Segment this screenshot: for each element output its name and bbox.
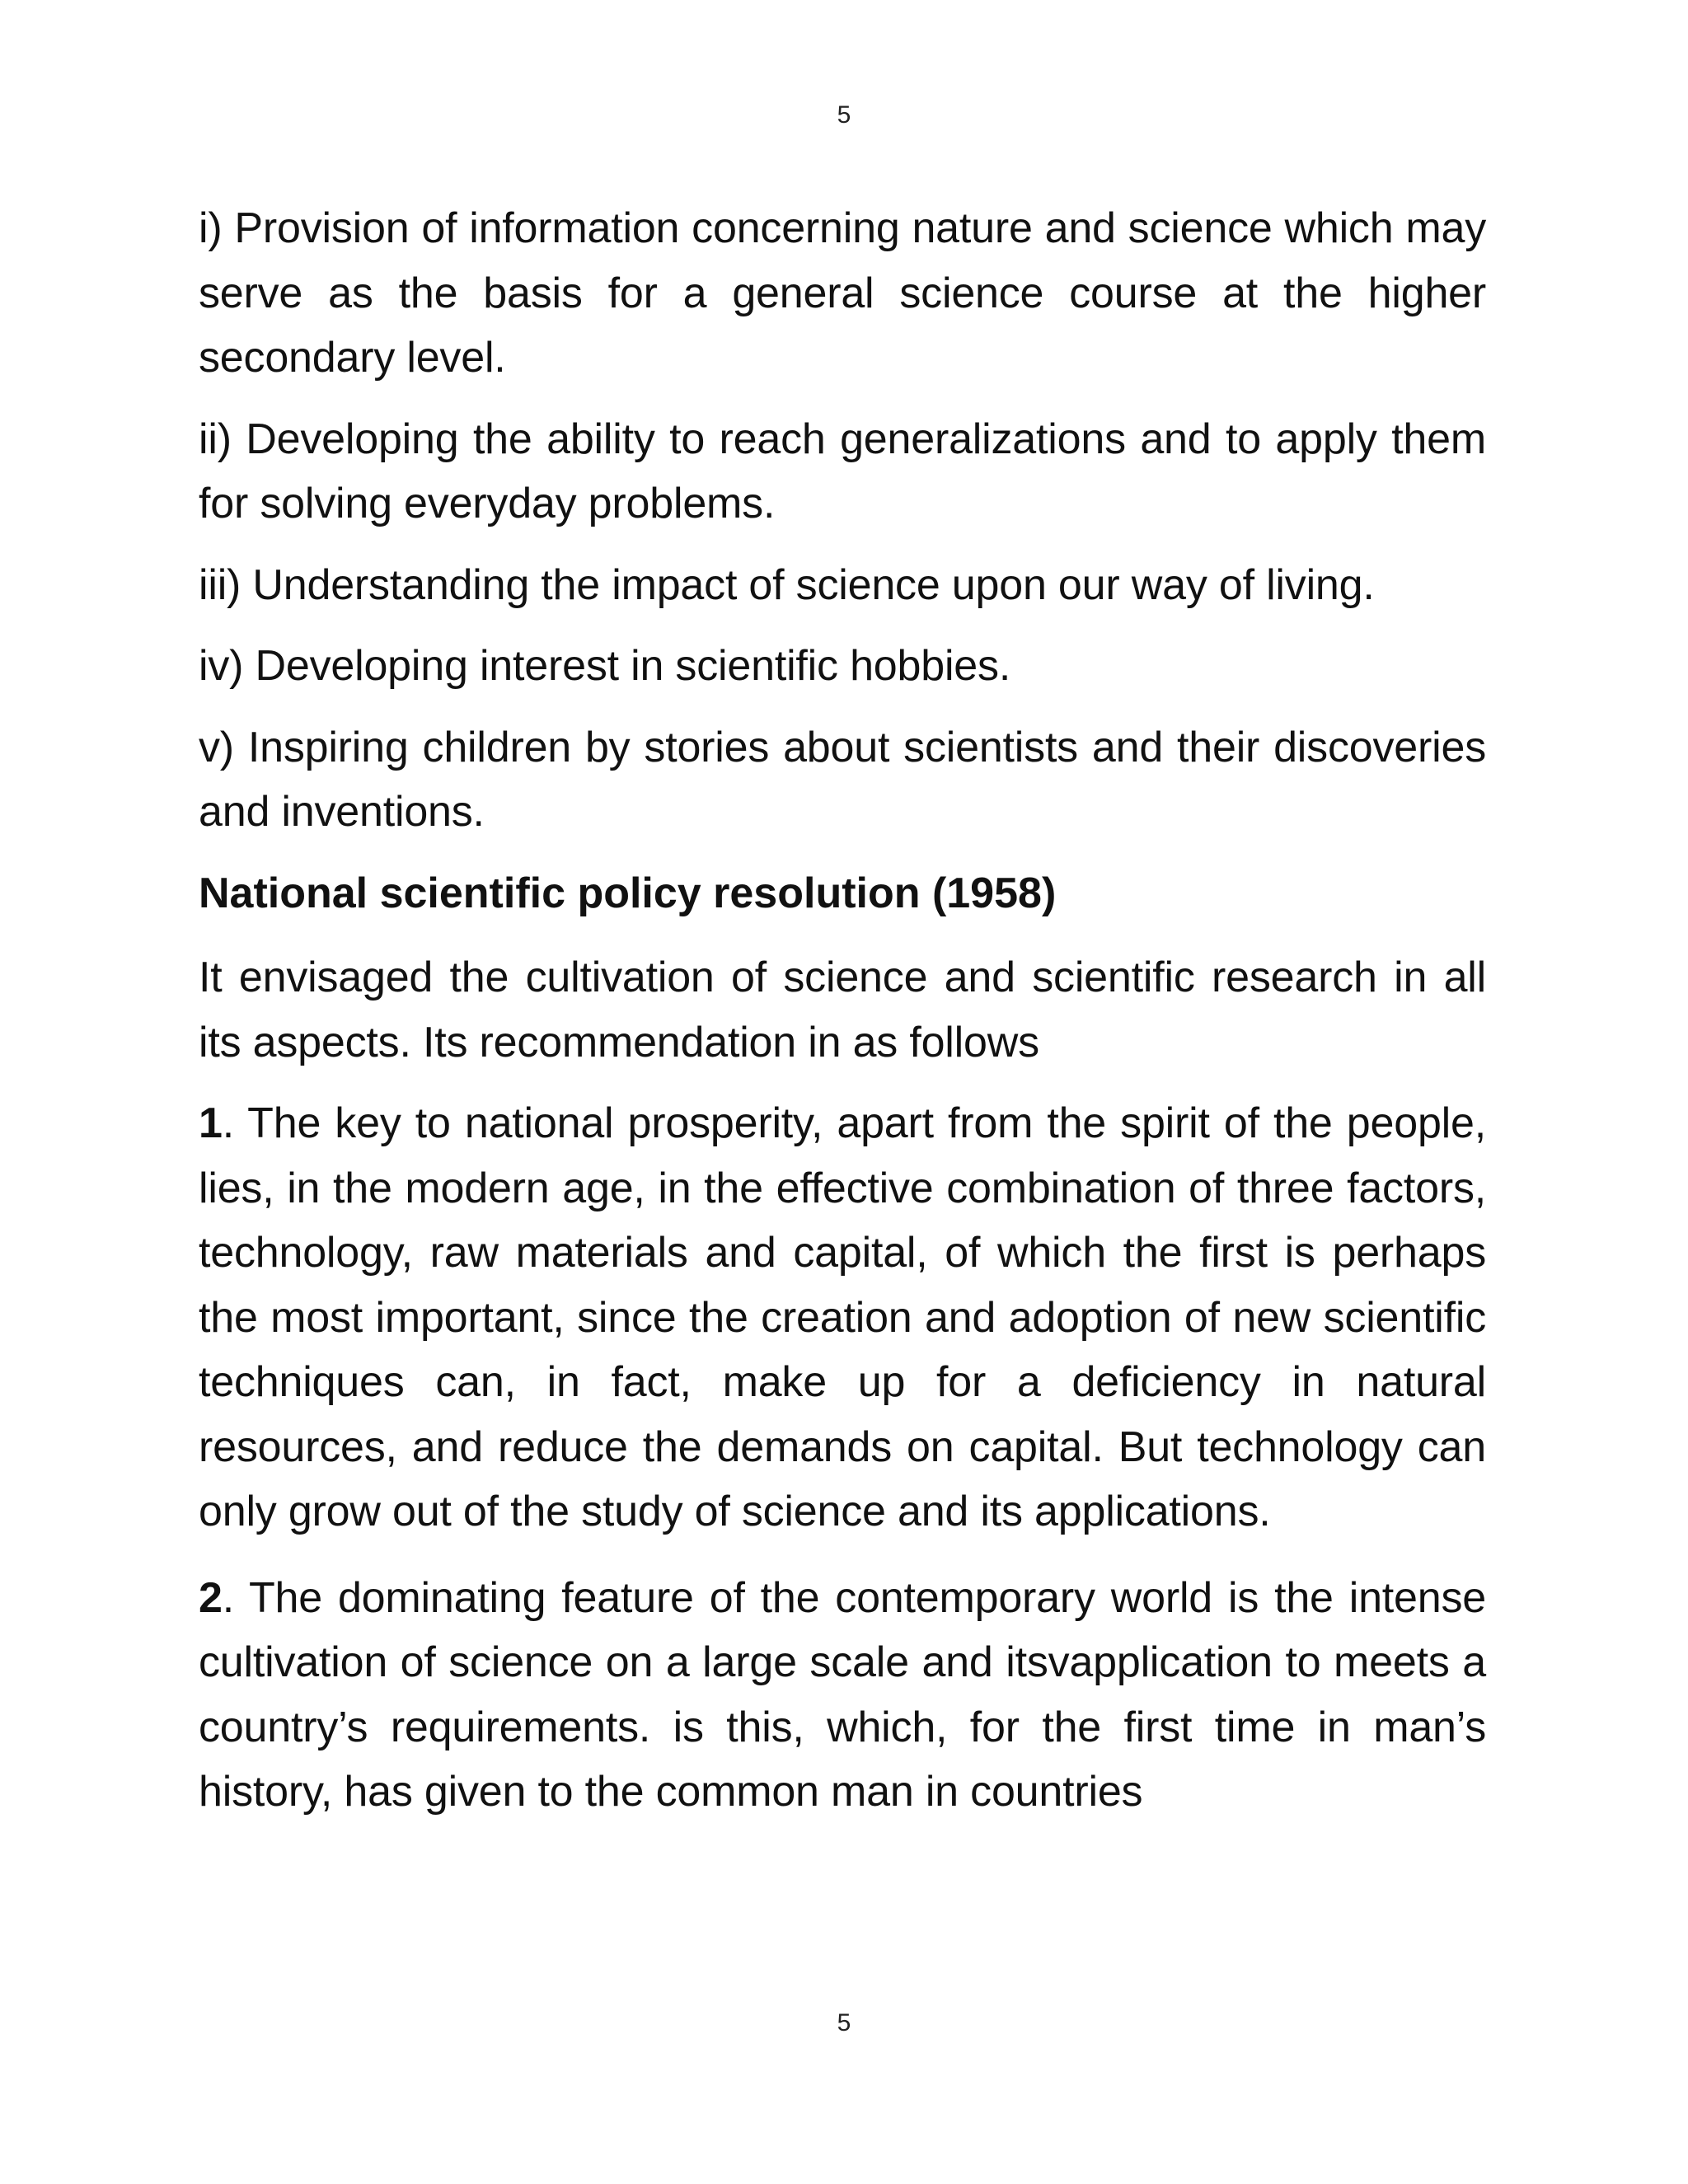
page-content xyxy=(199,196,1486,1846)
page-number-top: 5 xyxy=(837,101,851,129)
section-intro: It envisaged the cultivation of science and scientific research in all its aspects. Its recommendation in as follows xyxy=(199,954,1486,1066)
objective-item: i) Provision of information concerning nature and science which may serve as the basis for a general science course at the higher secondary level. xyxy=(199,204,1486,382)
point-number: 2 xyxy=(199,1573,223,1622)
objective-item: ii) Developing the ability to reach generalizations and to apply them for solving everyday problems. xyxy=(199,415,1486,527)
objective-item: iii) Understanding the impact of science upon our way of living. xyxy=(199,560,1375,609)
point-text: . The key to national prosperity, apart from the spirit of the people, lies, in the modern age, in the effective combination of three factors, technology, raw materials and capital, of which the first is perhaps the most important, since the creation and adoption of new scientific techniques can, in fact, make up for a deficiency in natural resources, and reduce the demands on capital. But technology can only grow out of the study of science and its applications. xyxy=(199,1099,1486,1535)
point-number: 1 xyxy=(199,1099,223,1147)
objective-item: v) Inspiring children by stories about scientists and their discoveries and inventions. xyxy=(199,723,1486,836)
section-heading: National scientific policy resolution (1958) xyxy=(199,869,1057,917)
recommendation-point-1 xyxy=(199,1091,1486,1544)
point-text: . The dominating feature of the contemporary world is the intense cultivation of science on a large scale and itsvapplication to meets a country’s requirements. is this, which, for the first time in man’s history, has given to the common man in countries xyxy=(199,1573,1486,1816)
page-number-bottom: 5 xyxy=(837,2009,851,2036)
recommendation-point-2 xyxy=(199,1566,1486,1825)
objective-item: iv) Developing interest in scientific hobbies. xyxy=(199,642,1011,690)
